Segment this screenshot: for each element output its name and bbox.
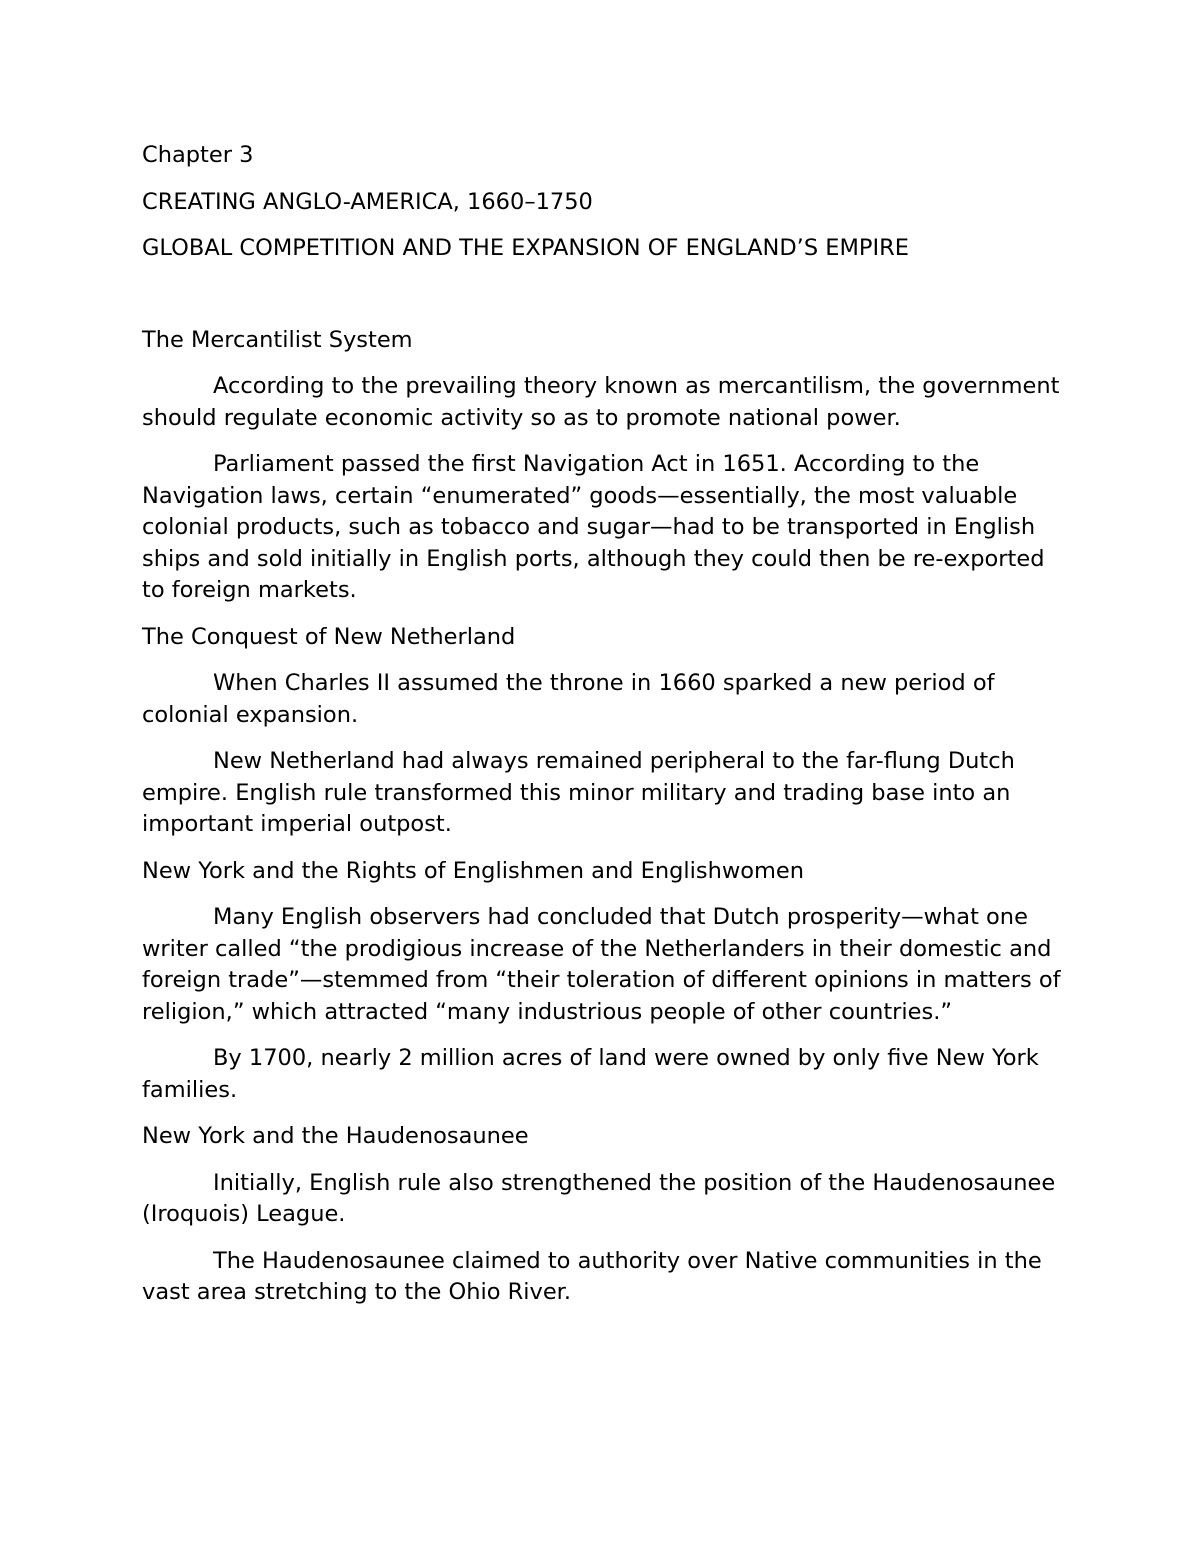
- chapter-subtitle: GLOBAL COMPETITION AND THE EXPANSION OF ENGLAND’S EMPIRE: [142, 235, 909, 261]
- section-heading-mercantilist: The Mercantilist System: [142, 326, 413, 353]
- chapter-label: Chapter 3: [142, 142, 254, 168]
- paragraph: Initially, English rule also strengthened the position of the Haudenosaunee (Iroquois) League.: [142, 1169, 1056, 1227]
- paragraph: Parliament passed the first Navigation Act in 1651. According to the Navigation laws, certain “enumerated” goods—essentially, the most valuable colonial products, such as tobacco and sugar—had to be transported in English ships and sold initially in English ports, although they could then be re-exported to foreign markets.: [142, 451, 1045, 603]
- paragraph: The Haudenosaunee claimed to authority over Native communities in the vast area stretching to the Ohio River.: [142, 1247, 1042, 1305]
- paragraph: When Charles II assumed the throne in 1660 sparked a new period of colonial expansion.: [142, 670, 995, 728]
- section-heading-haudenosaunee: New York and the Haudenosaunee: [142, 1123, 529, 1149]
- paragraph: New Netherland had always remained peripheral to the far-flung Dutch empire. English rule transformed this minor military and trading base into an important imperial outpost.: [142, 748, 1015, 837]
- paragraph: By 1700, nearly 2 million acres of land were owned by only five New York families.: [142, 1045, 1039, 1103]
- document-page: [142, 140, 1072, 1324]
- blank-line: [142, 280, 1072, 325]
- section-heading-new-netherland: The Conquest of New Netherland: [142, 623, 516, 650]
- paragraph: Many English observers had concluded that Dutch prosperity—what one writer called “the prodigious increase of the Netherlanders in their domestic and foreign trade”—stemmed from “their toleration of different opinions in matters of religion,” which attracted “many industrious people of other countries.”: [142, 904, 1061, 1025]
- paragraph: According to the prevailing theory known as mercantilism, the government should regulate economic activity so as to promote national power.: [142, 373, 1060, 431]
- chapter-title: CREATING ANGLO-AMERICA, 1660–1750: [142, 188, 593, 215]
- section-heading-rights: New York and the Rights of Englishmen and Englishwomen: [142, 857, 805, 884]
